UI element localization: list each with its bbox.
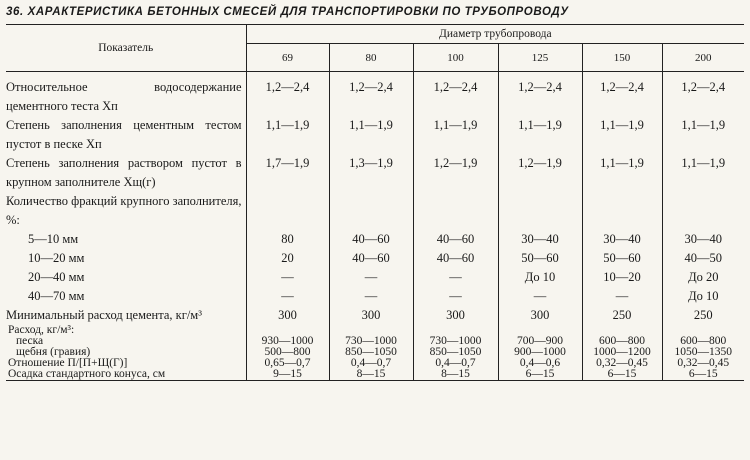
row-value: 6—15 [498,369,582,381]
row-value: — [582,287,662,306]
row-value: До 20 [662,268,744,287]
header-diameter: Диаметр трубопровода [246,25,744,44]
row-value: — [281,270,294,284]
row-value: 1,3—1,9 [329,154,413,192]
row-value: — [281,289,294,303]
row-value: 0,32—0,45 [582,358,662,369]
row-value: 40—60 [329,230,413,249]
row-value: 300 [413,306,498,325]
row-value: 20 [281,251,294,265]
row-value: 8—15 [413,369,498,381]
row-value: 250 [662,306,744,325]
row-value: 1,1—1,9 [498,116,582,154]
row-value: 1050—1350 [662,347,744,358]
row-label: Осадка стандартного конуса, см [6,369,246,381]
row-value: 10—20 [582,268,662,287]
row-label: щебня (гравия) [6,347,246,358]
row-value: 1,1—1,9 [582,154,662,192]
table-row [6,192,744,230]
row-value [498,192,582,230]
row-label: Относительное водосодержание цементного теста Xп [6,72,246,117]
row-value: 1000—1200 [582,347,662,358]
row-value: 1,7—1,9 [265,156,310,170]
table-row [6,306,744,325]
row-label: 10—20 мм [6,249,246,268]
row-value: 600—800 [582,336,662,347]
table-row [6,230,744,249]
row-value: 40—60 [413,230,498,249]
row-value: 1,2—1,9 [413,154,498,192]
row-label: 20—40 мм [6,268,246,287]
row-value: 1,1—1,9 [662,154,744,192]
row-value [662,192,744,230]
header-indicator: Показатель [6,25,246,72]
row-value: 1,1—1,9 [582,116,662,154]
table-row [6,72,744,117]
row-value: 900—1000 [498,347,582,358]
diameter-cell: 100 [413,44,498,72]
row-label: Расход, кг/м³: [6,325,246,336]
row-label: Степень заполнения цементным тестом пустот в песке Xп [6,116,246,154]
diameter-cell: 200 [662,44,744,72]
row-value: 40—50 [662,249,744,268]
row-value: 6—15 [662,369,744,381]
row-value: 80 [281,232,294,246]
row-value: 1,1—1,9 [265,118,310,132]
row-value [329,192,413,230]
row-value: 850—1050 [413,347,498,358]
table-row [6,249,744,268]
row-value: 30—40 [582,230,662,249]
row-value: 40—60 [413,249,498,268]
row-value: 6—15 [582,369,662,381]
row-value: 9—15 [246,369,329,381]
row-value: 300 [329,306,413,325]
row-label: песка [6,336,246,347]
row-value [246,192,329,230]
row-label: Степень заполнения раствором пустот в крупном заполнителе Xщ(г) [6,154,246,192]
row-value: 0,4—0,6 [498,358,582,369]
table-row [6,287,744,306]
row-value: 300 [498,306,582,325]
row-value: 300 [278,308,297,322]
row-value: 730—1000 [413,336,498,347]
row-value: — [413,287,498,306]
diameter-cell: 150 [582,44,662,72]
concrete-mix-table [6,24,744,381]
row-value: 8—15 [329,369,413,381]
row-value: — [413,268,498,287]
row-value: 0,4—0,7 [413,358,498,369]
row-value: 500—800 [264,346,311,358]
row-value: — [329,287,413,306]
row-value: 850—1050 [329,347,413,358]
row-value: 1,1—1,9 [329,116,413,154]
row-value: 930—1000 [261,335,314,347]
row-value [413,192,498,230]
row-value: 1,1—1,9 [413,116,498,154]
row-value: 1,2—2,4 [662,72,744,117]
row-value: 30—40 [498,230,582,249]
row-value: 50—60 [582,249,662,268]
row-label: 5—10 мм [6,230,246,249]
row-value: 250 [582,306,662,325]
row-value: 30—40 [662,230,744,249]
row-value: До 10 [662,287,744,306]
row-label: Отношение П/[П+Щ(Г)] [6,358,246,369]
row-value: 1,2—2,4 [413,72,498,117]
row-value: 50—60 [498,249,582,268]
row-label: Количество фракций крупного заполнителя, %: [6,192,246,230]
row-value: До 10 [498,268,582,287]
row-value: 700—900 [498,336,582,347]
table-row [6,268,744,287]
row-value: 600—800 [662,336,744,347]
table-row [6,154,744,192]
row-value: — [329,268,413,287]
row-value: 0,4—0,7 [329,358,413,369]
row-value: 0,65—0,7 [264,357,311,369]
row-value [582,192,662,230]
row-value: 40—60 [329,249,413,268]
row-value: — [498,287,582,306]
row-value: 1,2—2,4 [265,80,310,94]
row-value: 1,2—1,9 [498,154,582,192]
row-label: 40—70 мм [6,287,246,306]
diameter-cell: 69 [246,44,329,72]
row-value: 0,32—0,45 [662,358,744,369]
table-row [6,369,744,381]
row-value: 730—1000 [329,336,413,347]
row-value: 1,2—2,4 [329,72,413,117]
table-row [6,116,744,154]
row-value: 1,2—2,4 [498,72,582,117]
table-title: 36. ХАРАКТЕРИСТИКА БЕТОННЫХ СМЕСЕЙ ДЛЯ ТРАНСПОРТИРОВКИ ПО ТРУБОПРОВОДУ [6,6,569,18]
row-label: Минимальный расход цемента, кг/м³ [6,306,246,325]
diameter-cell: 125 [498,44,582,72]
diameter-cell: 80 [329,44,413,72]
row-value: 1,2—2,4 [582,72,662,117]
row-value: 1,1—1,9 [662,116,744,154]
